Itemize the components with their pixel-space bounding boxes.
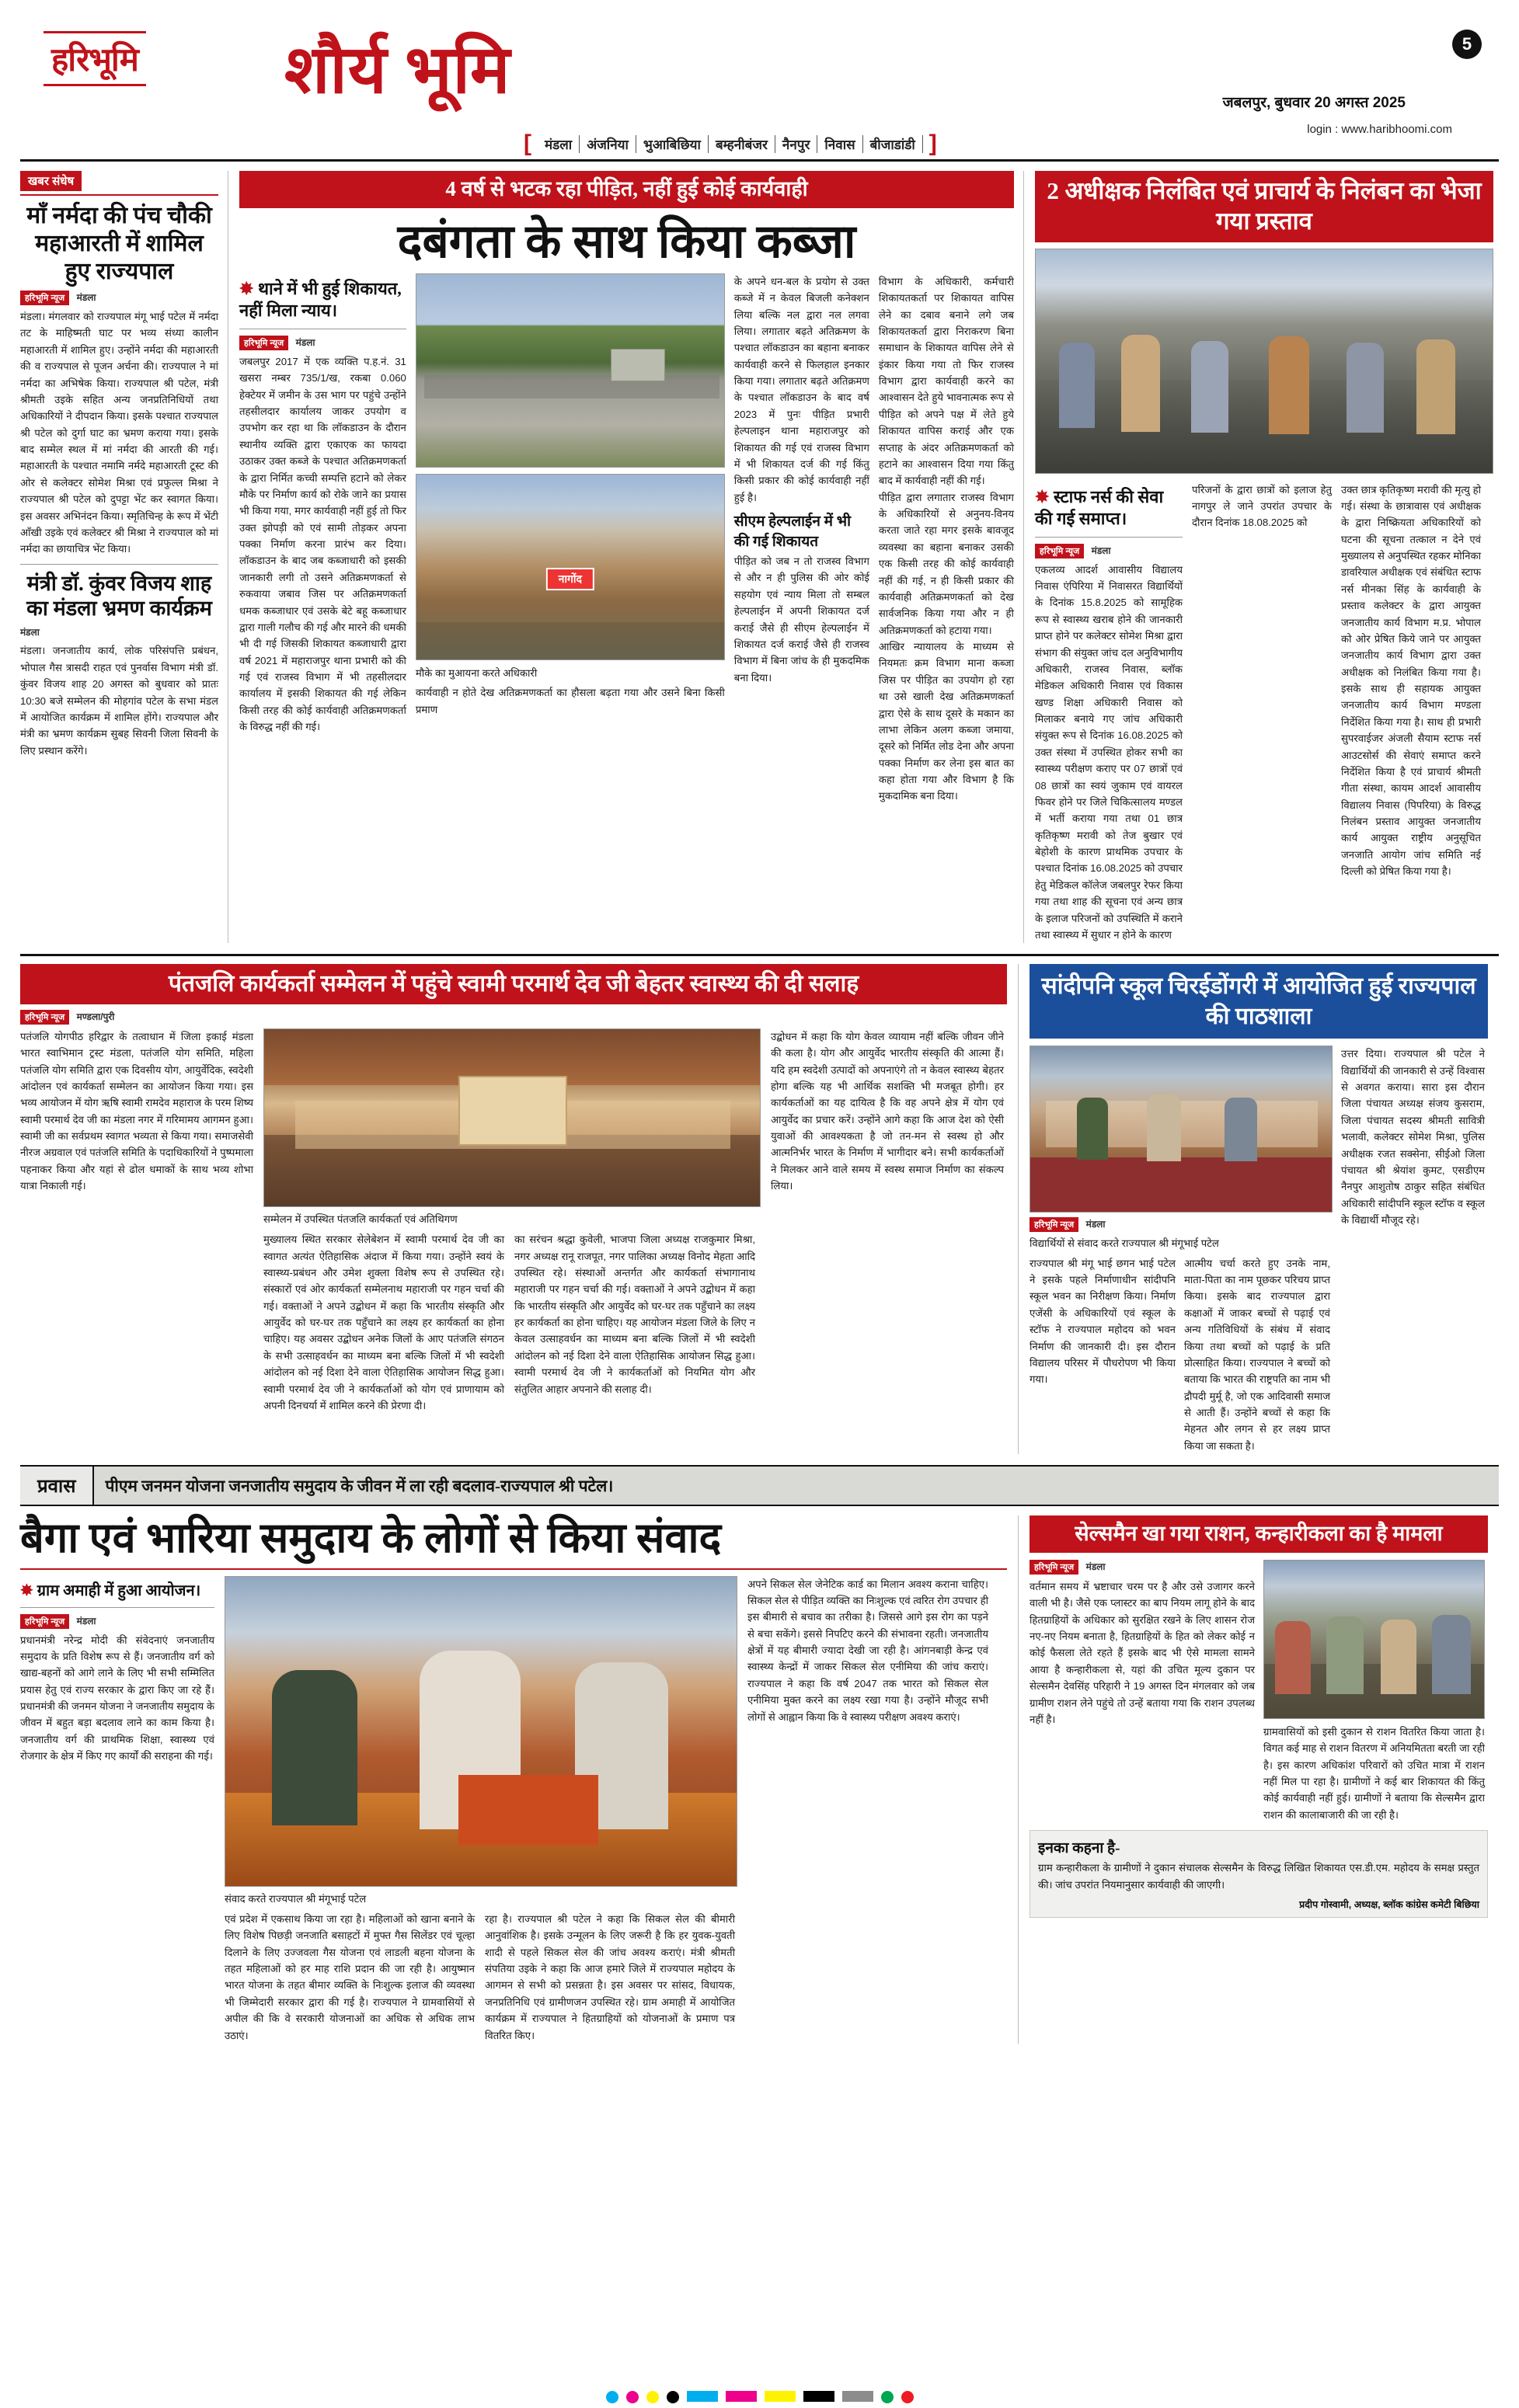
baiga-story <box>20 1515 1019 2044</box>
edition-4[interactable]: नैनपुर <box>775 135 817 153</box>
right-text-col-2 <box>1192 482 1332 944</box>
left-story2-location: मंडला <box>20 627 40 639</box>
pravas-label: प्रवास <box>20 1467 94 1505</box>
patanjali-text-2: मुख्यालय स्थित सरकार सेलेबेशन में स्वामी परमार्थ देव जी का स्वागत अत्यंत ऐतिहासिक अंदाज में किया गया। उन्होंने स्वयं के स्वास्थ्य-प्रबंधन और उमेश शुक्ला विशेष रूप से उपस्थित रहे। संस्कारों एवं ओर कार्यकर्ता सम्मेलनाथ महाराजी पर गहन चर्चा की गई। वक्ताओं ने अपने उद्बोधन में कहा कि भारतीय संस्कृति और आयुर्वेद को घर-घर तक पहुँचाने का लक्ष्य हर कार्यकर्ता का होना चाहिए। यह अवसर उद्बोधन अनेक जिलों के आए पतंजलि संगठन के सभी उत्साहवर्धन का माध्यम बना बल्कि जिलों में भी स्वदेशी आंदोलन को नई दिशा देने वाला ऐतिहासिक आयोजन सिद्ध हुआ। स्वामी परमार्थ देव जी ने कार्यकर्ताओं को योग एवं प्राणायाम को अपनी दिनचर्या में शामिल करने की प्रेरणा दी। <box>263 1234 504 1411</box>
edition-3[interactable]: बम्हनीबंजर <box>709 135 775 153</box>
edition-2[interactable]: भुआबिछिया <box>636 135 709 153</box>
baiga-note: ✸ ग्राम अमाही में हुआ आयोजन। <box>20 1582 201 1599</box>
bottom-section <box>20 1515 1499 2044</box>
sandipani-photo-caption: विद्यार्थियों से संवाद करते राज्यपाल श्री मंगूभाई पटेल <box>1030 1237 1219 1250</box>
star-icon-2: ✸ <box>1035 486 1050 506</box>
baiga-text-3: अपने सिकल सेल जेनेटिक कार्ड का मिलान अवश्य कराना चाहिए। सिकल सेल से पीड़ित व्यक्ति का निःशुल्क एवं त्वरित रोग उपचार ही इस बीमारी से बचाव का तरीका है। जिससे आगे इस रोग का पड़ने से बचा सकेंगे। इससे निपटिए करने की संभावना रहती। जनजातीय क्षेत्रों में यह बीमारी ज्यादा देखी जा रही है। आंगनबाड़ी केन्द्र एवं स्वास्थ्य केन्द्रों में जाकर सिकल सेल एनीमिया की जांच कराएं। राज्यपाल ने कहा कि वर्ष 2047 तक भारत को सिकल सेल एनीमिया मुक्त करने का लक्ष्य रखा गया है। उन्होंने मौजूद सभी लोगों से आह्वान किया कि वे स्वास्थ्य परीक्षण अवश्य कराएं। <box>747 1578 988 1723</box>
lead-col-1 <box>239 273 406 805</box>
sandipani-headline: सांदीपनि स्कूल चिरईडोंगरी में आयोजित हुई राज्यपाल की पाठशाला <box>1030 964 1488 1039</box>
sandipani-photo-col <box>1030 1046 1333 1454</box>
salesman-photo-col <box>1263 1560 1485 1823</box>
patanjali-dateline-tag: हरिभूमि न्यूज <box>20 1010 69 1025</box>
lead-col-3 <box>879 273 1014 805</box>
salesman-quote-box <box>1030 1830 1488 1918</box>
reg-bar-cyan <box>687 2391 718 2402</box>
right-photo <box>1035 249 1493 474</box>
lead-story <box>239 171 1024 943</box>
lead-headline: दबंगता के साथ किया कब्जा <box>397 215 856 267</box>
edition-list <box>517 130 943 157</box>
lead-dateline-tag: हरिभूमि न्यूज <box>239 336 288 350</box>
lead-photo-1 <box>416 273 725 468</box>
patanjali-col-4 <box>771 1028 1004 1415</box>
baiga-text-1: प्रधानमंत्री नरेन्द्र मोदी की संवेदनाएं जनजातीय समुदाय के प्रति विशेष रूप से हैं। जनजातीय वर्ग को खाद्य-बहनों को आगे लाने के लिए भी सभी सम्मिलित प्रयास हेतु एवं राज्य सरकार के द्वारा किए जा रहे हैं। प्रधानमंत्री की जनमन योजना ने जनजातीय समुदाय के जीवन में बहुत बड़ा बदलाव लाने का काम किया है। जनजातीय वर्ग की प्राथमिक शिक्षा, स्वास्थ्य एवं रोजगार के क्षेत्र में किए गए कार्यों की सराहना की गई। <box>20 1634 214 1763</box>
lead-subhead-2: सीएम हेल्पलाईन में भी की गई शिकायत <box>733 513 852 550</box>
edition-6[interactable]: बीजाडांडी <box>863 135 923 153</box>
dateline-location: मंडला <box>76 292 96 303</box>
right-dateline-location: मंडला <box>1091 545 1111 556</box>
baiga-dateline-location: मंडला <box>76 1615 96 1627</box>
right-text-1: एकलव्य आदर्श आवासीय विद्यालय निवास एंपिरिया में निवासरत विद्यार्थियों के दिनांक 15.8.2025 को सामूहिक रूप से स्वास्थ्य खराब होने की जानकारी प्राप्त होने पर कलेक्टर सोमेश मिश्रा द्वारा संभाग की संयुक्त जांच दल अनुविभागीय अधिकारी, राजस्व निवास, ब्लॉक मेडिकल अधिकारी निवास एवं विकास खण्ड शिक्षा अधिकारी निवास को मिलाकर बनाये गए जांच अधिकारी संयुक्त रूप से दिनांक 16.08.2025 को उक्त संस्था में उपस्थित होकर सभी का स्वास्थ्य परीक्षण कराए पर 07 छात्रों एवं 08 छात्रों का स्वयं जुकाम एवं वायरल फिवर होने पर जिले चिकित्सालय मण्डल में भर्ती कराया गया तथा 01 छात्र कृतिकृष्ण मरावी को तेज बुखार एवं बेहोशी के कारण प्राथमिक उपचार के पश्चात दिनांक 16.08.2025 को उपचार हेतु मेडिकल कॉलेज जबलपुर रेफर किया गया तथा शाह की सूचना एवं अन्य छात्र के इलाज परिजनों को उपस्थिति में कराने तथा स्वास्थ्य में सुधार न होने के कारण <box>1035 563 1183 941</box>
left-story1-text: मंडला। मंगलवार को राज्यपाल मंगू भाई पटेल में नर्मदा तट के माहिष्मती घाट पर भव्य संध्या कालीन महाआरती में शामिल हुए। उन्होंने नर्मदा की महाआरती की व राज्यपाल से पूजन अर्चना की। राज्यपाल ने मां नर्मदा का अभिषेक किया। राज्यपाल श्री पटेल, मंत्री श्रीमती उइके सहित अन्य जनप्रतिनिधियों तथा अधिकारियों ने दीपदान किया। इसके पश्चात राज्यपाल श्री पटेल को दुर्गा घाट का भ्रमण कराया गया। इसके बाद सम्मेल स्थल में मां नर्मदा की आरती की गई। महाआरती के पश्चात नमामि नर्मदे महाआरती टूस्ट की ओर से कलेक्टर सोमेश मिश्रा एवं प्रफुल्ल मिश्रा ने राज्यपाल श्री पटेल को दुपट्टा भेंट कर स्वागत किया। इस अवसर अभिनंदन किया। स्मृतिचिन्ह के रूप में भेंटी आँखी उइके एवं कलेक्टर श्री मिश्रा ने राज्यपाल को मां नर्मदा का छायाचित्र भेंट किया। <box>20 311 218 555</box>
lead-col3c-text: आखिर न्यायालय के माध्यम से नियमतः क्रम विभाग माना कब्जा जिस पर पीड़ित का उपयोग हो रहा था उसे खाली देख अतिक्रमणकर्ता द्वारा ऐसे के साथ दूसरे के मकान का लाभा लेकिन अलग कब्जा जमाया, दूसरे को निर्मित लोड देना और अपना पक्का निर्माण कर लेना इस बात का कहा होता गया और विभाग है कि मुकदामिक बना दिया। <box>878 641 1014 802</box>
lead-photo-caption: मौके का मुआयना करते अधिकारी <box>415 666 538 679</box>
sandipani-photo <box>1030 1046 1333 1213</box>
patanjali-story <box>20 964 1019 1454</box>
page-number-badge: 5 <box>1452 30 1482 59</box>
baiga-text-4: रहा है। राज्यपाल श्री पटेल ने कहा कि सिकल सेल की बीमारी आनुवांशिक है। इसके उन्मूलन के लिए जरूरी है कि हर युवक-युवती शादी से पहले सिकल सेल की जांच अवश्य कराएं। मंत्री श्रीमती संपतिया उइके ने कहा कि आज हमारे जिले में राज्यपाल महोदय के आगमन से सभी को प्रसन्नता है। इस अवसर पर सांसद, विधायक, जनप्रतिनिधि एवं ग्रामीणजन उपस्थित रहे। ग्राम अमाही में आयोजित कार्यक्रम में राज्यपाल ने हितग्राहियों को योजनाओं के प्रमाण पत्र वितरित किए। <box>485 1912 735 2041</box>
sandipani-story <box>1030 964 1488 1454</box>
lead-col-2 <box>734 273 869 805</box>
sandipani-text-2: आत्मीय चर्चा करते हुए उनके नाम, माता-पिता का नाम पूछकर परिचय प्राप्त किया। इसके बाद राज्यपाल द्वारा कक्षाओं में जाकर बच्चों से पढ़ाई एवं अन्य गतिविधियों के संबंध में संवाद किया तथा बच्चों को पढ़ाई के प्रति प्रोत्साहित किया। राज्यपाल ने बच्चों को बताया कि भारत की राष्ट्रपति का नाम भी द्रौपदी मुर्मू है, जो एक आदिवासी समाज से आती हैं। उन्होंने बच्चों से कहा कि मेहनत और लगन से हर लक्ष्य प्राप्त किया जा सकता है। <box>1184 1257 1330 1452</box>
publication-logo: हरिभूमि <box>44 31 146 86</box>
lead-col3b-text: पीड़ित द्वारा लगातार राजस्व विभाग के अधिकारियों से अनुनय-विनय करता जाते रहा मगर इसके बावजूद व्यवस्था का बहाना बनाकर उसकी एक किसी तरह की कोई कार्यवाही नहीं की गई, न ही किसी प्रकार की कार्यवाही अतिक्रमणकर्ता को देख सार्वजनिक किया गया और न ही अतिक्रमणकर्ता को हटाया गया। <box>878 491 1014 636</box>
edition-0[interactable]: मंडला <box>538 135 580 153</box>
left-story1-headline: माँ नर्मदा की पंच चौकी महाआरती में शामिल हुए राज्यपाल <box>26 203 212 284</box>
bracket-right-icon: ] <box>928 130 937 156</box>
lead-col1b-text: कार्यवाही न होते देख अतिक्रमणकर्ता का हौसला बढ़ता गया और उसने बिना किसी प्रमाण <box>415 687 725 715</box>
lead-col2-text: के अपने धन-बल के प्रयोग से उक्त कब्जे में न केवल बिजली कनेक्शन लिया बल्कि नल द्वारा नल लगवा लिया। लगातार बढ़ते अतिक्रमण के पश्चात लॉकडाउन का बहाना बनाकर कार्यवाही करने से फिलहाल इनकार किया गया। लगातार बढ़ते अतिक्रमण के पश्चात लॉकडाउन के बाद वर्ष 2023 में पुनः पीड़ित प्रभारी हेल्पलाइन थाना महाराजपुर को शिकायत की गई एवं राजस्व विभाग में भी शिकायत दर्ज की गई किंतु किसी प्रकार की कोई कार्यवाही नहीं हुई है। <box>733 275 869 503</box>
star-icon: ✸ <box>239 278 254 298</box>
right-dateline-tag: हरिभूमि न्यूज <box>1035 544 1084 559</box>
right-column <box>1035 171 1493 943</box>
color-registration-strip <box>0 2391 1519 2403</box>
lead-col1-text: जबलपुर 2017 में एक व्यक्ति प.ह.नं. 31 खसरा नम्बर 735/1/ख, रकबा 0.060 हेक्टेयर में जमीन के उस भाग पर पहुंचे उन्होंने तहसीलदार कार्यालय जाकर उपयोग व उपभोग कर रहा था कि लॉकडाउन के दौरान स्थानीय व्यक्ति द्वारा एकाएक का फायदा उठाकर उक्त कब्जे के पश्चात अतिक्रमणकर्ता के द्वारा निर्मित कच्ची सम्पत्ति हटाने को लेकर मौके पर निर्माण कार्य को रोके जाने का प्रयास भी किया गया, मगर कार्यवाही नहीं हुई तो फिर उक्त झोपड़ी को एवं सामी तोड़कर अपना पक्का निर्माण करना प्रारंभ कर दिया। लॉकडाउन के बाद जब कब्जाधारी को इसकी जानकारी लगी तो उसने अतिक्रमणकर्ता से रुकवाया जबाव जिस पर अतिक्रमणकर्ता धमक कब्जाधार एवं उसके बेटे बहू कब्जाधार द्वारा गाली गलौच की गई और मारने की धमकी भी दी गई जिसकी शिकायत कब्जाधारी द्वारा वर्ष 2021 में महाराजपुर थाना प्रभारी को की गई एवं राजस्व विभाग में भी तहसीलदार कार्यालय में इसकी शिकायत की गई लेकिन किसी तरह की कोई कार्यवाही अतिक्रमणकर्ता के विरुद्ध नहीं की गई। <box>239 355 406 733</box>
reg-bar-grey <box>842 2391 873 2402</box>
edition-5[interactable]: निवास <box>817 135 862 153</box>
right-text-col-3 <box>1341 482 1481 944</box>
lead-photo-2 <box>416 474 725 660</box>
baiga-dateline-tag: हरिभूमि न्यूज <box>20 1614 69 1629</box>
salesman-quote-head: इनका कहना है- <box>1038 1840 1120 1857</box>
salesman-headline: सेल्समैन खा गया राशन, कन्हारीकला का है मामला <box>1030 1515 1488 1553</box>
reg-dot-green <box>881 2391 894 2403</box>
baiga-photo-caption: संवाद करते राज्यपाल श्री मंगूभाई पटेल <box>225 1892 367 1905</box>
middle-section <box>20 964 1499 1454</box>
patanjali-photo <box>263 1028 761 1207</box>
website-line[interactable]: login : www.haribhoomi.com <box>1307 123 1452 136</box>
salesman-col-1 <box>1030 1560 1255 1823</box>
salesman-text-1: वर्तमान समय में भ्रष्टाचार चरम पर है और उसे उजागर करने वाली भी है। जैसे एक प्लास्टर का बाप नियम लागू होने के बाद हितग्राहियों के अधिकार को सुरक्षित रखने के लिए शासन रोज नए-नए नियम बनाता है, हितग्राहियों के हित को लेकर कोई न कोई फैसला लेते रहते हैं इसके बाद भी ऐसे मामला सामने आया है कन्हारीकला से, यहां की उचित मूल्य दुकान पर सेल्समैन देवसिंह परिहारी ने 19 अगस्त दिन मंगलवार को जब ग्रामीण राशन लेने पहुंचे तो उन्हें बताया गया कि राशन उपलब्ध नहीं है। <box>1030 1580 1255 1725</box>
lead-col2b-text: पीड़ित को जब न तो राजस्व विभाग से और न ही पुलिस की ओर कोई सहयोग एवं न्याय मिला तो सम्बल हेल्पलाईन में अपनी शिकायत दर्ज कराई जैसे ही सीएम हेल्पलाईन में शिकायत दर्ज कराई जैसे ही राजस्व विभाग में बिना जांच के ही मुकदमिक बना दिया। <box>733 555 869 684</box>
reg-dot-magenta <box>626 2391 639 2403</box>
edition-1[interactable]: अंजनिया <box>580 135 636 153</box>
sandipani-col-3 <box>1341 1046 1485 1454</box>
sandipani-dateline-tag: हरिभूमि न्यूज <box>1030 1217 1078 1232</box>
salesman-photo <box>1263 1560 1485 1719</box>
baiga-headline: बैगा एवं भारिया समुदाय के लोगों से किया संवाद <box>20 1515 722 1562</box>
baiga-text-2: एवं प्रदेश में एकसाथ किया जा रहा है। महिलाओं को खाना बनाने के लिए विशेष पिछड़ी जनजाति बसाहटों में मुफ्त गैस सिलेंडर एवं चूल्हा दिलाने के लिए उज्जवला गैस योजना एवं लाडली बहना योजना के तहत महिलाओं को हर माह राशि प्रदान की जा रही है। आयुष्मान भारत योजना के तहत बीमार व्यक्ति के निःशुल्क इलाज की व्यवस्था भी जिम्मेदारी सरकार द्वारा की गई है। राज्यपाल ने ग्रामवासियों से अपील की कि वे सरकारी योजनाओं का अधिक से अधिक लाभ उठाएं। <box>225 1912 475 2041</box>
salesman-story <box>1030 1515 1488 2044</box>
lead-kicker: 4 वर्ष से भटक रहा पीड़ित, नहीं हुई कोई कार्यवाही <box>239 171 1014 208</box>
lead-photos <box>416 273 725 805</box>
reg-dot-red <box>901 2391 914 2403</box>
salesman-byline: प्रदीप गोस्वामी, अध्यक्ष, ब्लॉक कांग्रेस कमेटी बिछिया <box>1299 1898 1479 1910</box>
reg-dot-yellow <box>646 2391 659 2403</box>
reg-bar-yellow <box>765 2391 796 2402</box>
pravas-bar <box>20 1465 1499 1506</box>
sandipani-text-1: राज्यपाल श्री मंगू भाई छगन भाई पटेल ने इसके पहले निर्माणाधीन सांदीपनि स्कूल भवन का निरीक्षण किया। निर्माण एजेंसी के अधिकारियों एवं स्कूल के स्टॉफ ने राज्यपाल महोदय को भवन निर्माण की जानकारी दी। इस दौरान विद्यालय परिसर में पौधरोपण भी किया गया। <box>1030 1257 1176 1386</box>
salesman-dateline-location: मंडला <box>1085 1561 1106 1572</box>
salesman-text-2: ग्रामवासियों को इसी दुकान से राशन वितरित किया जाता है। विगत कई माह से राशन वितरण में अनियमितता बरती जा रही है। इस कारण अधिकांश परिवारों को उचित मात्रा में राशन नहीं मिल पा रहा है। ग्रामीणों ने कई बार शिकायत की किंतु कोई कार्यवाही नहीं हुई। ग्रामीणों ने बताया कि सेल्समैन द्वारा राशन की कालाबाजारी की जा रही है। <box>1263 1725 1485 1821</box>
baiga-photo <box>225 1576 737 1887</box>
section-label-khabar: खबर संधेष <box>20 171 82 191</box>
page-title: शौर्य भूमि <box>284 33 511 107</box>
right-note-col <box>1035 482 1183 944</box>
salesman-quote-text: ग्राम कन्हारीकला के ग्रामीणों ने दुकान संचालक सेल्समैन के विरुद्ध लिखित शिकायत एस.डी.एम. महोदय के समक्ष प्रस्तुत की। जांच उपरांत नियमानुसार कार्यवाही की जाएगी। <box>1038 1862 1479 1891</box>
right-note: ✸ स्टाफ नर्स की सेवा की गई समाप्त। <box>1035 486 1164 529</box>
reg-bar-magenta <box>726 2391 757 2402</box>
salesman-dateline-tag: हरिभूमि न्यूज <box>1030 1560 1078 1575</box>
right-text-2: परिजनों के द्वारा छात्रों को इलाज हेतु नागपुर ले जाने उपरांत उपचार के दौरान दिनांक 18.08.2025 को <box>1192 483 1332 529</box>
star-icon-3: ✸ <box>20 1582 33 1599</box>
left-column <box>20 171 228 943</box>
top-section <box>20 171 1499 943</box>
left-story2-headline: मंत्री डॉ. कुंवर विजय शाह का मंडला भ्रमण कार्यक्रम <box>26 571 212 621</box>
patanjali-text-1: पतंजलि योगपीठ हरिद्वार के तत्वाधान में जिला इकाई मंडला भारत स्वाभिमान ट्रस्ट मंडला, पतंजलि योग समिति, महिला पतंजलि योग समिति द्वारा एक दिवसीय योग, आयुर्वेदिक, स्वदेशी आंदोलन एवं कार्यकर्ता सम्मेलन का आयोजन किया गया। इस भव्य आयोजन में योग ऋषि स्वामी रामदेव महाराज के परम शिष्य स्वामी परमार्थ देव जी का मंडला नगर में गरिमामय आगमन हुआ। स्वामी जी का सर्वप्रथम स्वागत भव्यता से किया गया। समाजसेवी नीरज अग्रवाल एवं पतंजलि समिति के पदाधिकारियों ने पुष्पमाला पहनाकर किया और यहां से ढोल धमाकों के साथ भव्य शोभा यात्रा निकाली गई। <box>20 1030 253 1192</box>
right-text-3: उक्त छात्र कृतिकृष्ण मरावी की मृत्यु हो गई। संस्था के छात्रावास एवं अधीक्षक के द्वारा निष्क्रियता अधिकारियों को घटना की सूचना तत्काल न देने एवं मुख्यालय से अनुपस्थित रहकर मोनिका डावरियाल अधीक्षक एवं संबंधित स्टाफ नर्स मीनका सिंह के कार्यवाही के प्रस्ताव कलेक्टर के द्वारा आयुक्त जनजातीय कार्य विभाग म.प्र. भोपाल को ओर प्रेषित किये जाने पर आयुक्त जनजातीय कार्य विभाग द्वारा उक्त अधीक्षक को निलंबित किया गया है। इसके साथ ही सहायक आयुक्त जनजातीय कार्य विभाग मण्डला निर्देशित किया गया है। साथ ही प्रभारी सुपरवाईजर अंजली सैयाम स्टाफ नर्स आउटसोर्स की सेवाएं समाप्त करने निर्देशित किया है एवं प्राचार्य श्रीमती गीता संस्था, कायम आदर्श आवासीय विद्यालय निवास (पिपरिया) के विरुद्ध निलंबन प्रस्ताव आयुक्त जनजातीय कार्य आयुक्त राष्ट्रीय अनुसूचित जनजाति आयोग जांच समिति नई दिल्ली को प्रेषित किया गया है। <box>1341 483 1481 878</box>
left-story2-text: मंडला। जनजातीय कार्य, लोक परिसंपत्ति प्रबंधन, भोपाल गैस त्रासदी राहत एवं पुनर्वास विभाग मंत्री डॉ. कुंवर विजय शाह 20 अगस्त को बुधवार को प्रातः 10:30 बजे सम्मेलन की मोहगांव पटेल के सभा मंडल में आयोजित कार्यक्रम में शामिल होंगे। राज्यपाल और मंत्री का भ्रमण कार्यक्रम सुबह सिवनी जिला सिवनी के लिए प्रस्थान करेंगे। <box>20 645 218 757</box>
baiga-col-1 <box>20 1576 214 2044</box>
sandipani-dateline-location: मंडला <box>1085 1219 1106 1230</box>
masthead <box>20 14 1499 162</box>
lead-dateline-location: मंडला <box>295 336 315 348</box>
patanjali-photo-caption: सम्मेलन में उपस्थित पंतजलि कार्यकर्ता एवं अतिथिगण <box>263 1213 458 1225</box>
patanjali-dateline-location: मण्डला/पुरी <box>76 1011 115 1022</box>
reg-bar-black <box>803 2391 834 2402</box>
patanjali-text-4: उद्बोधन में कहा कि योग केवल व्यायाम नहीं बल्कि जीवन जीने की कला है। योग और आयुर्वेद भारतीय संस्कृति की आत्मा हैं। यदि हम स्वदेशी उत्पादों को अपनाएंगे तो न केवल स्वास्थ्य बेहतर होगा बल्कि यह भी आर्थिक सशक्ति भी मजबूत होगी। हर कार्यकर्ताओं का यह दायित्व है कि वह अपने क्षेत्र में योग एवं आयुर्वेद का प्रचार करें। उन्होंने आगे कहा कि आज देश को ऐसी युवाओं की आवश्यकता है जो तन-मन से स्वस्थ हो और आत्मनिर्भर भारत के निर्माण में भागीदार बने। सभी कार्यकर्ताओं ने मिलकर आने वाले समय में स्वस्थ समाज निर्माण का संकल्प लिया। <box>771 1030 1004 1192</box>
patanjali-text-3: का सरंचन श्रद्धा कुवेली, भाजपा जिला अध्यक्ष राजकुमार मिश्रा, नगर अध्यक्ष रानू राजपूत, नगर पालिका अध्यक्ष विनोद मेहता आदि उपस्थित रहे। संस्थाओं अन्तर्गत और कार्यकर्ता संभागानाथ महाराजी पर गहन चर्चा की गई। वक्ताओं ने अपने उद्बोधन में कहा कि भारतीय संस्कृति और आयुर्वेद को घर-घर तक पहुँचाने का लक्ष्य हर कार्यकर्ता का होना चाहिए। यह आयोजन मंडला जिले के लिए न केवल उत्साहवर्धन का माध्यम बना बल्कि जिलों में भी स्वदेशी आंदोलन को नई दिशा देने वाला ऐतिहासिक आयोजन सिद्ध हुआ। स्वामी परमार्थ देव जी ने कार्यकर्ताओं को नियमित योग और संतुलित आहार अपनाने की सलाह दी। <box>514 1234 755 1395</box>
shop-sign: नागोंद <box>546 568 594 590</box>
right-headline: 2 अधीक्षक निलंबित एवं प्राचार्य के निलंबन का भेजा गया प्रस्ताव <box>1035 171 1493 242</box>
baiga-photo-col <box>225 1576 737 2044</box>
reg-dot-black <box>667 2391 679 2403</box>
lead-col3-text: विभाग के अधिकारी, कर्मचारी शिकायतकर्ता पर शिकायत वापिस लेने का दबाव बनाने लगे जब शिकायतकर्ता द्वारा निराकरण बिना समाधान के शिकायत वापिस लेने से इंकार किया गया तो फिर राजस्व विभाग द्वारा कार्यवाही करने का आश्वासन देते हुये भावनात्मक रूप से पीड़ित को अपने पक्ष में लेते हुये शिकायत वापिस कराई और एक सप्ताह के अंदर अतिक्रमणकर्ता को हटाने का आश्वासन दिया गया किंतु बाद में कार्यवाही नहीं की गई। <box>878 275 1014 487</box>
pravas-text: पीएम जनमन योजना जनजातीय समुदाय के जीवन में ला रही बदलाव-राज्यपाल श्री पटेल। <box>94 1467 1499 1505</box>
baiga-col-3 <box>747 1576 988 2044</box>
patanjali-col-1 <box>20 1028 253 1415</box>
sandipani-text-3: उत्तर दिया। राज्यपाल श्री पटेल ने विद्यार्थियों की जानकारी से उन्हें विश्वास से अवगत कराया। सारा इस दौरान जिला पंचायत अध्यक्ष संजय कुसराम, जिला पंचायत सदस्य श्रीमती सावित्री भलावी, कलेक्टर सोमेश मिश्रा, पुलिस अधीक्षक रजत सक्सेना, सीईओ जिला पंचायत श्री श्रेयांश कुमट, एसडीएम नैनपुर आशुतोष ठाकुर सहित संबंधित अधिकारी सांदीपनि स्कूल स्टॉफ व स्कूल के विद्यार्थी मौजूद रहे। <box>1341 1048 1485 1227</box>
bracket-left-icon: [ <box>524 130 531 156</box>
date-line: जबलपुर, बुधवार 20 अगस्त 2025 <box>1222 95 1406 111</box>
patanjali-photo-col <box>263 1028 761 1415</box>
reg-dot-cyan <box>606 2391 618 2403</box>
lead-note: ✸ थाने में भी हुई शिकायत, नहीं मिला न्याय। <box>239 278 402 321</box>
patanjali-headline: पंतजलि कार्यकर्ता सम्मेलन में पहुंचे स्वामी परमार्थ देव जी बेहतर स्वास्थ्य की दी सलाह <box>20 964 1007 1004</box>
dateline-tag: हरिभूमि न्यूज <box>20 291 69 305</box>
